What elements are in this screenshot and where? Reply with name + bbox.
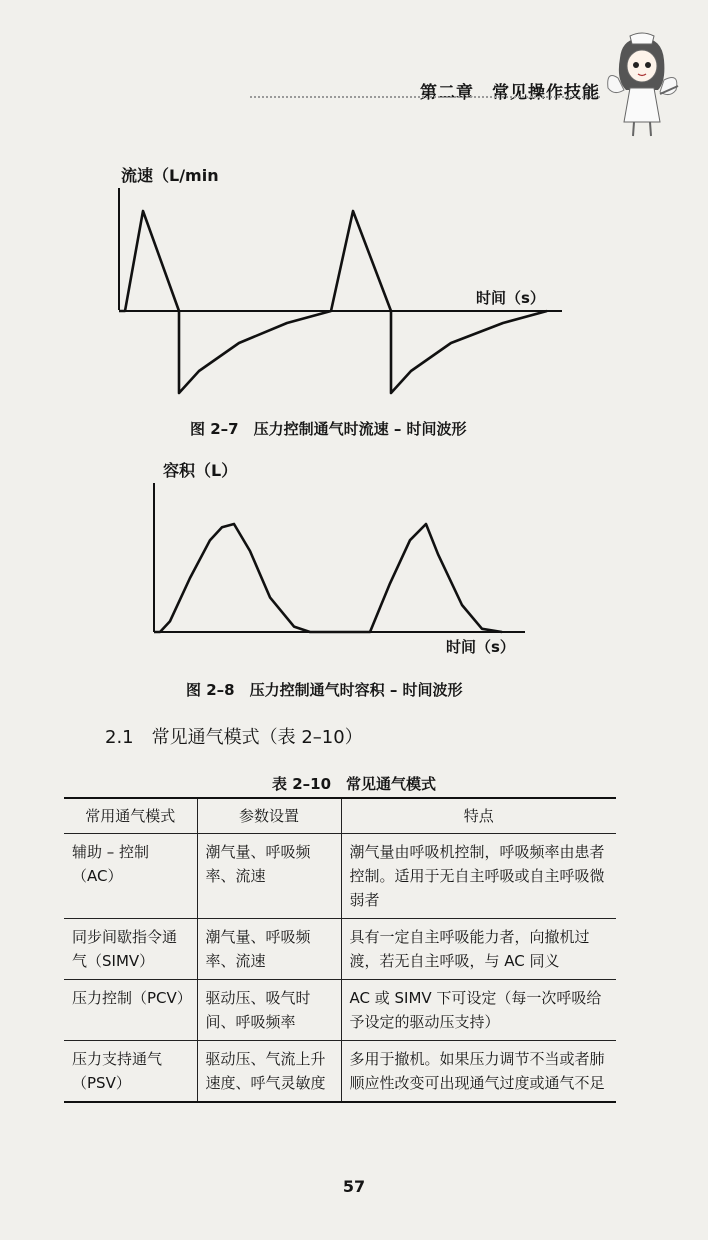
section-heading: 2.1 常见通气模式（表 2–10） — [105, 727, 363, 748]
mode-cell: 辅助 – 控制（AC） — [64, 834, 197, 919]
figure-2-7-caption: 图 2–7 压力控制通气时流速 – 时间波形 — [190, 420, 467, 438]
volume-series-line — [154, 524, 502, 632]
column-header: 常用通气模式 — [64, 798, 197, 834]
mode-cell: 压力支持通气（PSV） — [64, 1041, 197, 1103]
features-cell: AC 或 SIMV 下可设定（每一次呼吸给予设定的驱动压支持） — [341, 980, 616, 1041]
table-header-row — [64, 798, 616, 834]
table-title: 表 2–10 常见通气模式 — [271, 775, 437, 793]
column-header: 参数设置 — [197, 798, 341, 834]
features-cell: 潮气量由呼吸机控制，呼吸频率由患者控制。适用于无自主呼吸或自主呼吸微弱者 — [341, 834, 616, 919]
features-cell: 具有一定自主呼吸能力者，向撤机过渡，若无自主呼吸，与 AC 同义 — [341, 919, 616, 980]
params-cell: 驱动压、吸气时间、呼吸频率 — [197, 980, 341, 1041]
features-cell: 多用于撤机。如果压力调节不当或者肺顺应性改变可出现通气过度或通气不足 — [341, 1041, 616, 1103]
table-row — [64, 834, 616, 919]
flow-time-axis-label: 时间（s） — [476, 289, 545, 307]
ventilation-modes-table — [64, 797, 616, 1103]
flow-axis-label: 流速（L/min — [121, 166, 219, 185]
params-cell: 驱动压、气流上升速度、呼气灵敏度 — [197, 1041, 341, 1103]
page-number: 57 — [342, 1177, 366, 1196]
volume-axis-label: 容积（L） — [163, 461, 238, 480]
table-row — [64, 1041, 616, 1103]
figure-2-8-caption: 图 2–8 压力控制通气时容积 – 时间波形 — [186, 681, 463, 699]
column-header: 特点 — [341, 798, 616, 834]
mode-cell: 压力控制（PCV） — [64, 980, 197, 1041]
params-cell: 潮气量、呼吸频率、流速 — [197, 919, 341, 980]
table-row — [64, 980, 616, 1041]
mode-cell: 同步间歇指令通气（SIMV） — [64, 919, 197, 980]
chapter-title: 第二章 常见操作技能 — [420, 83, 600, 103]
table-row — [64, 919, 616, 980]
params-cell: 潮气量、呼吸频率、流速 — [197, 834, 341, 919]
volume-time-axis-label: 时间（s） — [446, 638, 515, 656]
